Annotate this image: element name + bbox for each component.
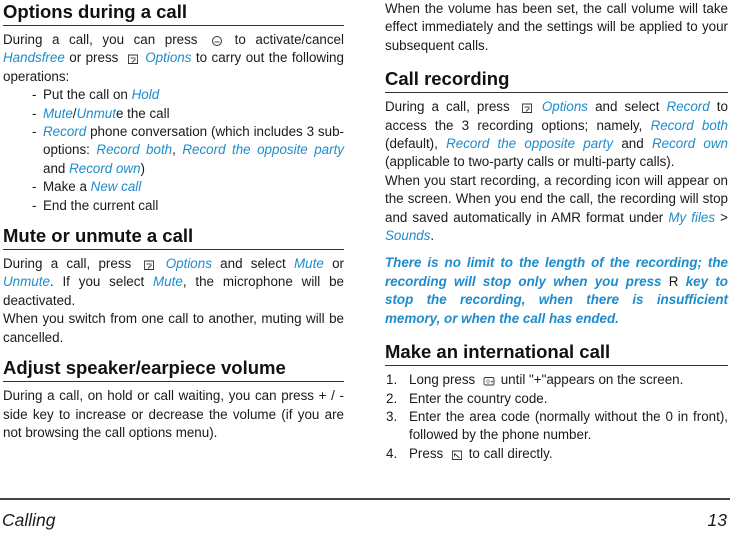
left-column bbox=[3, 0, 344, 442]
heading-international-call: Make an international call bbox=[385, 340, 728, 366]
right-column bbox=[385, 0, 728, 463]
zero-key-icon bbox=[483, 375, 493, 385]
list-item: 1. Long press 0+ until "+"appears on the screen. bbox=[386, 372, 684, 388]
recording-note: There is no limit to the length of the recording; the recording will stop only when you press R key to stop the recording, when there is insufficient memory, or when the call has ended. bbox=[385, 255, 728, 326]
heading-mute-unmute: Mute or unmute a call bbox=[3, 224, 344, 250]
options-list bbox=[3, 86, 344, 215]
options-keyword: Options bbox=[145, 50, 192, 66]
footer-section-title: Calling bbox=[2, 510, 56, 530]
heading-adjust-volume: Adjust speaker/earpiece volume bbox=[3, 356, 344, 382]
svg-text:0+: 0+ bbox=[486, 379, 495, 386]
heading-call-recording: Call recording bbox=[385, 67, 728, 93]
call-key-icon bbox=[451, 449, 461, 459]
handsfree-keyword: Handsfree bbox=[3, 50, 65, 66]
left-softkey-icon bbox=[143, 259, 153, 269]
my-files-keyword: My files bbox=[668, 209, 716, 225]
sounds-keyword: Sounds bbox=[385, 228, 431, 244]
list-item: - Put the call on Hold bbox=[33, 86, 344, 104]
left-softkey-icon bbox=[127, 53, 137, 63]
international-steps bbox=[385, 371, 728, 463]
volume-paragraph-1: During a call, on hold or call waiting, you can press + / - side key to increase or decrease the volume (if you are not browsing the call options menu). bbox=[3, 388, 344, 440]
list-item: 2. Enter the country code. bbox=[386, 390, 548, 406]
list-item: - Mute/Unmute the call bbox=[33, 105, 344, 123]
list-item: - Record phone conversation (which includes 3 sub-options: Record both, Record the opposite party and Record own) bbox=[33, 123, 344, 178]
record-key-label: R bbox=[668, 273, 679, 289]
left-softkey-icon bbox=[521, 102, 531, 112]
nav-center-key-icon bbox=[211, 35, 221, 45]
recording-paragraph-1: During a call, press Options and select Record to access the 3 recording options; namely, Record both (default), Record the opposite party and Record own (applicable to two-party calls or multi-party calls). bbox=[385, 99, 728, 170]
list-item: 3. Enter the area code (normally without the 0 in front), followed by the phone number. bbox=[386, 408, 728, 443]
list-item: - Make a New call bbox=[33, 178, 344, 196]
page-footer bbox=[0, 498, 730, 535]
list-item: - End the current call bbox=[33, 197, 344, 215]
mute-paragraph-2: When you switch from one call to another, muting will be cancelled. bbox=[3, 311, 344, 345]
heading-options-during-call: Options during a call bbox=[3, 0, 344, 26]
options-intro: During a call, you can press to activate/cancel Handsfree or press Options to carry out the following operations: bbox=[3, 32, 344, 84]
mute-paragraph-1: During a call, press Options and select Mute or Unmute. If you select Mute, the microphone will be deactivated. bbox=[3, 256, 344, 308]
page-number: 13 bbox=[707, 510, 727, 530]
recording-paragraph-2: When you start recording, a recording icon will appear on the screen. When you end the call, the recording will stop and saved automatically in AMR format under My files > Sounds. bbox=[385, 172, 728, 244]
volume-paragraph-2: When the volume has been set, the call volume will take effect immediately and the settings will be applied to your subsequent calls. bbox=[385, 1, 728, 53]
list-item: 4. Press to call directly. bbox=[386, 445, 553, 461]
